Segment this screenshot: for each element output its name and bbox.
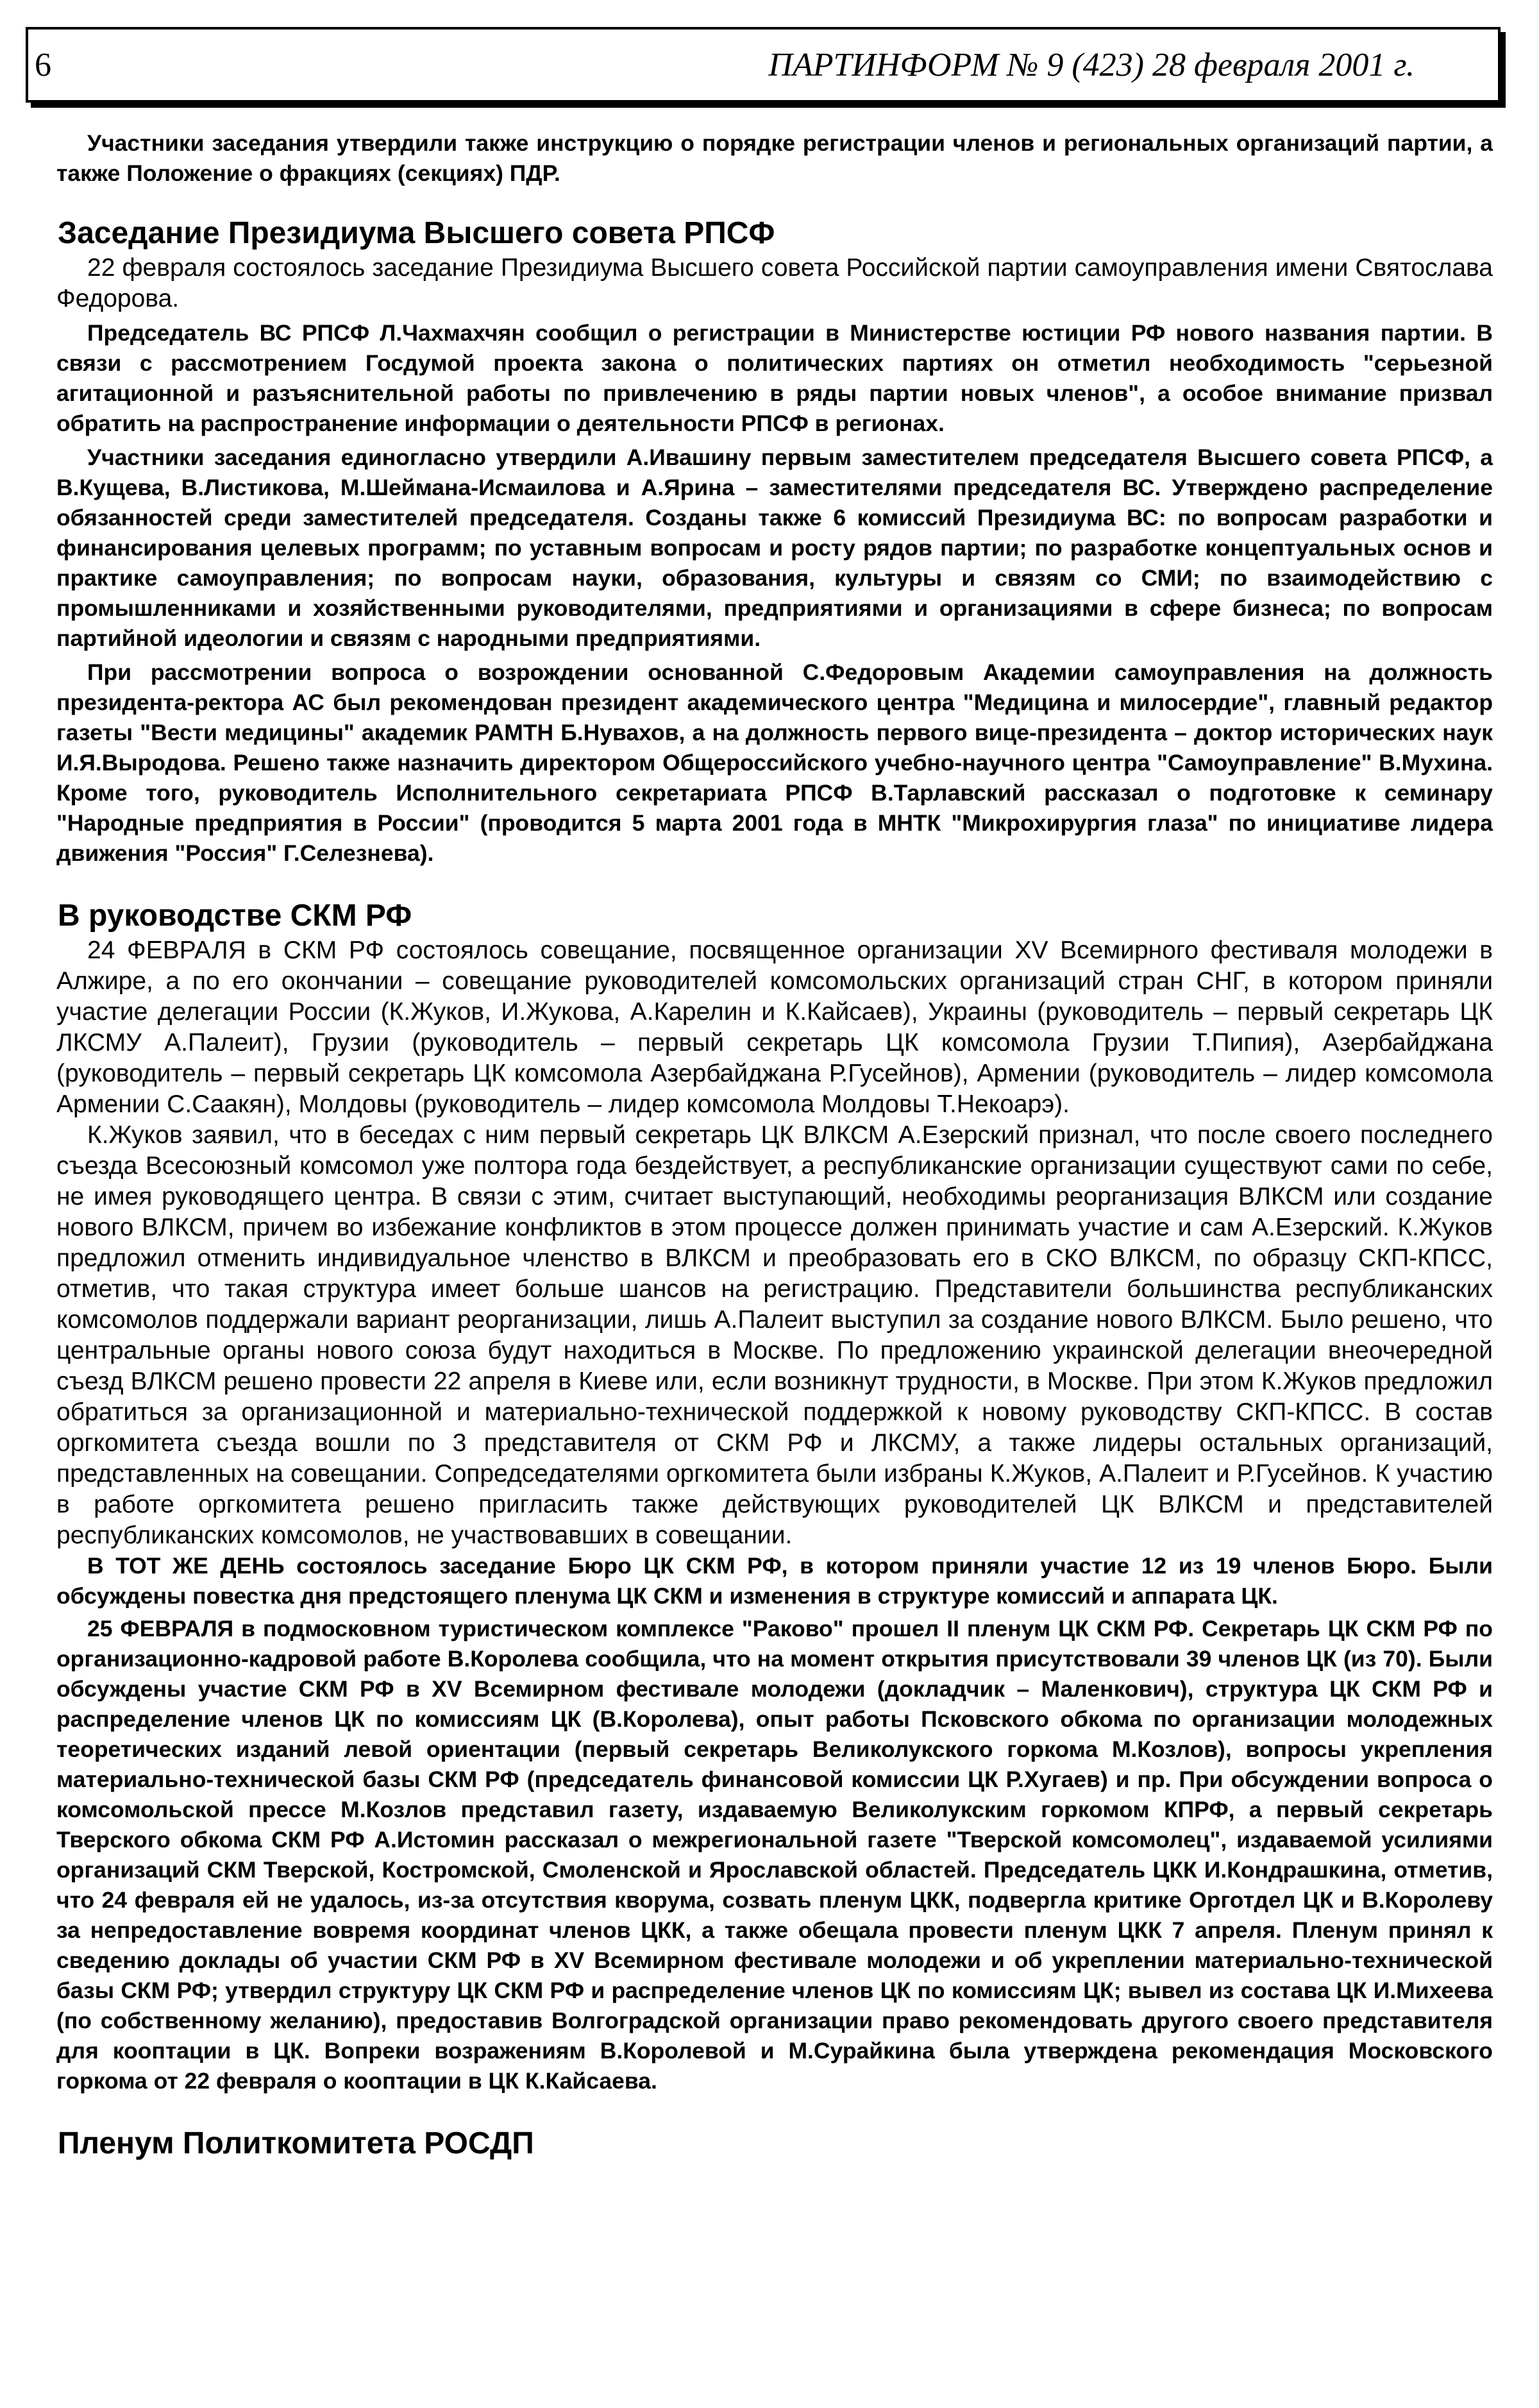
section-heading: Пленум Политкомитета РОСДП: [58, 2126, 534, 2160]
publication-title: ПАРТИНФОРМ № 9 (423) 28 февраля 2001 г.: [768, 47, 1415, 83]
paragraph: Председатель ВС РПСФ Л.Чахмахчян сообщил о регистрации в Министерстве юстиции РФ нового названия партии. В связи с рассмотрением Госдумой проекта закона о политических партиях он отметил необходимость "серьезной агитационной и разъяснительной работы по привлечению в ряды партии новых членов", а особое внимание призвал обратить на распространение информации о деятельности РПСФ в регионах.: [56, 320, 1493, 436]
intro-paragraph: Участники заседания утвердили также инструкцию о порядке регистрации членов и региональных организаций партии, а также Положение о фракциях (секциях) ПДР.: [56, 130, 1493, 186]
paragraph: При рассмотрении вопроса о возрождении основанной С.Федоровым Академии самоуправления на должность президента-ректора АС был рекомендован президент академического центра "Медицина и милосердие", главный редактор газеты "Вести медицины" академик РАМТН Б.Нувахов, а на должность первого вице-президента – доктор исторических наук И.Я.Выродова. Решено также назначить директором Общероссийского учебно-научного центра "Самоуправление" В.Мухина. Кроме того, руководитель Исполнительного секретариата РПСФ В.Тарлавский рассказал о подготовке к семинару "Народные предприятия в России" (проводится 5 марта 2001 года в МНТК "Микрохирургия глаза" по инициативе лидера движения "Россия" Г.Селезнева).: [56, 659, 1493, 866]
section-rosdp: [56, 2124, 1493, 2163]
section-skm: [56, 897, 1493, 2096]
page-content: [56, 128, 1493, 2201]
page-header: [26, 27, 1501, 103]
paragraph: К.Жуков заявил, что в беседах с ним первый секретарь ЦК ВЛКСМ А.Езерский признал, что после своего последнего съезда Всесоюзный комсомол уже полтора года бездействует, а республиканские организации существуют сами по себе, не имея руководящего центра. В связи с этим, считает выступающий, необходимы реорганизация ВЛКСМ или создание нового ВЛКСМ, причем во избежание конфликтов в этом процессе должен принимать участие и сам А.Езерский. К.Жуков предложил отменить индивидуальное членство в ВЛКСМ и преобразовать его в СКО ВЛКСМ, по образцу СКП-КПСС, отметив, что такая структура имеет больше шансов на регистрацию. Представители большинства республиканских комсомолов поддержали вариант реорганизации, лишь А.Палеит выступил за создание нового ВЛКСМ. Было решено, что центральные органы нового союза будут находиться в Москве. По предложению украинской делегации внеочередной съезд ВЛКСМ решено провести 22 апреля в Киеве или, если возникнут трудности, в Москве. При этом К.Жуков предложил обратиться за организационной и материально-технической поддержкой к новому руководству СКП-КПСС. В состав оргкомитета съезда вошли по 3 представителя от СКМ РФ и ЛКСМУ, а также лидеры остальных организаций, представленных на совещании. Сопредседателями оргкомитета были избраны К.Жуков, А.Палеит и Р.Гусейнов. К участию в работе оргкомитета решено пригласить также действующих руководителей ЦК ВЛКСМ и представителей республиканских комсомолов, не участвовавших в совещании.: [56, 1121, 1493, 1549]
paragraph: 24 ФЕВРАЛЯ в СКМ РФ состоялось совещание, посвященное организации XV Всемирного фестиваля молодежи в Алжире, а по его окончании – совещание руководителей комсомольских организаций стран СНГ, в котором приняли участие делегации России (К.Жуков, И.Жукова, А.Карелин и К.Кайсаев), Украины (руководитель – первый секретарь ЦК ЛКСМУ А.Палеит), Грузии (руководитель – первый секретарь ЦК комсомола Грузии Т.Пипия), Азербайджана (руководитель – первый секретарь ЦК комсомола Азербайджана Р.Гусейнов), Армении (руководитель – лидер комсомола Армении С.Саакян), Молдовы (руководитель – лидер комсомола Молдовы Т.Некоарэ).: [56, 937, 1493, 1118]
section-heading: Заседание Президиума Высшего совета РПСФ: [58, 216, 775, 250]
section-heading: В руководстве СКМ РФ: [58, 899, 412, 933]
section-rpsf: [56, 214, 1493, 869]
paragraph: 25 ФЕВРАЛЯ в подмосковном туристическом комплексе "Раково" прошел II пленум ЦК СКМ РФ. Секретарь ЦК СКМ РФ по организационно-кадровой работе В.Королева сообщила, что на момент открытия присутствовали 39 членов ЦК (из 70). Были обсуждены участие СКМ РФ в XV Всемирном фестивале молодежи (докладчик – Маленкович), структура ЦК СКМ РФ и распределение членов ЦК по комиссиям ЦК (В.Королева), опыт работы Псковского обкома по организации молодежных теоретических изданий левой ориентации (первый секретарь Великолукского горкома М.Козлов), вопросы укрепления материально-технической базы СКМ РФ (председатель финансовой комиссии ЦК Р.Хугаев) и пр. При обсуждении вопроса о комсомольской прессе М.Козлов представил газету, издаваемую Великолукским горкомом КПРФ, а первый секретарь Тверского обкома СКМ РФ А.Истомин рассказал о межрегиональной газете "Тверской комсомолец", издаваемой усилиями организаций СКМ Тверской, Костромской, Смоленской и Ярославской областей. Председатель ЦКК И.Кондрашкина, отметив, что 24 февраля ей не удалось, из-за отсутствия кворума, созвать пленум ЦКК, подвергла критике Орготдел ЦК и В.Королеву за непредоставление вовремя координат членов ЦКК, а также обещала провести пленум ЦКК 7 апреля. Пленум принял к сведению доклады об участии СКМ РФ в XV Всемирном фестивале молодежи и об укреплении материально-технической базы СКМ РФ; утвердил структуру ЦК СКМ РФ и распределение членов ЦК по комиссиям ЦК; вывел из состава ЦК И.Михеева (по собственному желанию), предоставив Волгоградской организации право рекомендовать другого своего представителя для кооптации в ЦК. Вопреки возражениям В.Королевой и М.Сурайкина была утверждена рекомендация Московского горкома от 22 февраля о кооптации в ЦК К.Кайсаева.: [56, 1616, 1493, 2094]
paragraph: 22 февраля состоялось заседание Президиума Высшего совета Российской партии самоуправления имени Святослава Федорова.: [56, 254, 1493, 312]
paragraph: Участники заседания единогласно утвердили А.Ивашину первым заместителем председателя Высшего совета РПСФ, а В.Кущева, В.Листикова, М.Шеймана-Исмаилова и А.Ярина – заместителями председателя ВС. Утверждено распределение обязанностей среди заместителей председателя. Созданы также 6 комиссий Президиума ВС: по вопросам разработки и финансирования целевых программ; по уставным вопросам и росту рядов партии; по разработке концептуальных основ и практике самоуправления; по вопросам науки, образования, культуры и связям со СМИ; по взаимодействию с промышленниками и хозяйственными руководителями, предприятиями и организациями в сфере бизнеса; по вопросам партийной идеологии и связям с народными предприятиями.: [56, 445, 1493, 651]
page-number: 6: [35, 47, 51, 83]
paragraph: В ТОТ ЖЕ ДЕНЬ состоялось заседание Бюро ЦК СКМ РФ, в котором приняли участие 12 из 19 членов Бюро. Были обсуждены повестка дня предстоящего пленума ЦК СКМ и изменения в структуре комиссий и аппарата ЦК.: [56, 1553, 1493, 1609]
intro-block: [56, 128, 1493, 189]
